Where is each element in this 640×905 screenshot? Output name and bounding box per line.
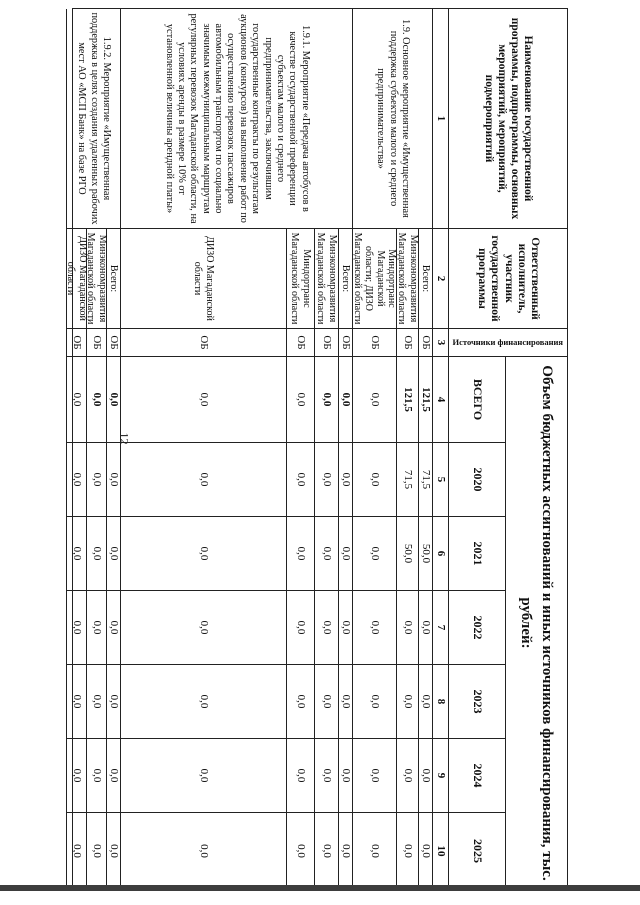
budget-table-sheet (65, 8, 568, 888)
row-executor: Минэкономразвития Магаданской области (86, 229, 106, 329)
row-value-2024: 0,0 (352, 739, 396, 813)
column-number: 10 (435, 845, 448, 857)
row-executor: ДИЗО Магаданской области (66, 229, 86, 329)
row-source: ОБ (86, 329, 106, 357)
row-value-2022: 0,0 (66, 591, 86, 665)
row-value-2021: 0,0 (352, 517, 396, 591)
row-value-2023: 0,0 (106, 665, 120, 739)
row-value-2024: 0,0 (338, 739, 352, 813)
row-executor: Миндортранс Магаданской области (286, 229, 314, 329)
row-value-2025: 0,0 (338, 813, 352, 889)
row-value-2021: 0,0 (106, 517, 120, 591)
header-source-column (449, 329, 567, 357)
row-value-2022: 0,0 (352, 591, 396, 665)
row-value-2022: 0,0 (418, 591, 432, 665)
header-year-2024: 2024 (449, 739, 505, 813)
row-total: 121,5 (418, 357, 432, 443)
column-number: 1 (433, 9, 449, 229)
row-value-2021: 0,0 (66, 517, 86, 591)
column-number: 7 (433, 591, 449, 665)
row-total: 0,0 (86, 357, 106, 443)
header-year-2020: 2020 (449, 443, 505, 517)
row-value-2021: 0,0 (338, 517, 352, 591)
row-value-2024: 0,0 (396, 739, 418, 813)
row-value-2020: 0,0 (314, 443, 338, 517)
row-value-2020: 0,0 (86, 443, 106, 517)
row-value-2020: 0,0 (120, 443, 286, 517)
row-executor: Минэкономразвития Магаданской области (314, 229, 338, 329)
row-value-2022: 0,0 (314, 591, 338, 665)
section-name: 1.9.1. Мероприятие «Передача автобусов в качестве государственной преференции субъектам малого и среднего предпринимательства, заключившим государственные контракты по результатам аукционов (конкурсов) на выполнение работ по осуществлению перевозок пассажиров автомобильным транспортом по социально значимым межмуниципальным маршрутам регулярных перевозок Магаданской области, на условиях аренды в размере 10% от установленной величины арендной платы» (120, 9, 352, 229)
row-value-2022: 0,0 (120, 591, 286, 665)
row-total: 0,0 (314, 357, 338, 443)
column-number: 2 (433, 229, 449, 329)
header-executor-column: Ответственный исполнитель, участник государственной программы (449, 229, 567, 329)
row-value-2021: 0,0 (286, 517, 314, 591)
header-year-2023: 2023 (449, 665, 505, 739)
row-value-2024: 0,0 (418, 739, 432, 813)
row-total: 0,0 (66, 357, 86, 443)
row-value-2022: 0,0 (86, 591, 106, 665)
page-number: 12 (117, 432, 132, 445)
row-total: 0,0 (120, 357, 286, 443)
row-value-2025: 0,0 (352, 813, 396, 889)
row-source: ОБ (66, 329, 86, 357)
row-source: ОБ (314, 329, 338, 357)
row-executor: Минэкономразвития Магаданской области (396, 229, 418, 329)
row-value-2025: 0,0 (106, 813, 120, 889)
row-value-2020: 0,0 (106, 443, 120, 517)
table-body (65, 9, 432, 887)
row-value-2023: 0,0 (66, 665, 86, 739)
row-total: 0,0 (286, 357, 314, 443)
row-executor: Всего: (106, 229, 120, 329)
row-value-2020: 0,0 (338, 443, 352, 517)
row-source: ОБ (120, 329, 286, 357)
header-year-2022: 2022 (449, 591, 505, 665)
row-value-2022: 0,0 (396, 591, 418, 665)
row-value-2021: 0,0 (120, 517, 286, 591)
row-value-2022: 0,0 (338, 591, 352, 665)
row-total: 0,0 (338, 357, 352, 443)
row-source: ОБ (352, 329, 396, 357)
row-value-2022: 0,0 (106, 591, 120, 665)
row-value-2021: 0,0 (314, 517, 338, 591)
row-source: ОБ (418, 329, 432, 357)
row-value-2021: 0,0 (86, 517, 106, 591)
section-name: 1.9.2. Мероприятие «Имущественная поддержка в целях создания удаленных рабочих мест АО «МСП Банк» на базе РГО (66, 9, 120, 229)
row-value-2024: 0,0 (286, 739, 314, 813)
row-source: ОБ (396, 329, 418, 357)
header-source-label: Источники финансирования (452, 336, 564, 347)
row-value-2025: 0,0 (86, 813, 106, 889)
column-number: 6 (433, 517, 449, 591)
row-value-2023: 0,0 (286, 665, 314, 739)
column-numbers-row (432, 9, 449, 887)
column-number: 3 (433, 329, 449, 357)
row-executor: Миндортранс Магаданской области; ДИЗО Магаданской области (352, 229, 396, 329)
header-name-column: Наименование государственной программы, подпрограммы, основных мероприятий, мероприятий, подмероприятий (449, 9, 567, 229)
row-value-2022: 0,0 (286, 591, 314, 665)
row-source: ОБ (338, 329, 352, 357)
table-header (448, 9, 567, 887)
row-value-2023: 0,0 (396, 665, 418, 739)
row-value-2025: 0,0 (314, 813, 338, 889)
row-value-2023: 0,0 (418, 665, 432, 739)
section-name: 1.9. Основное мероприятие «Имущественная поддержка субъектов малого и среднего предпринимательства» (352, 9, 432, 229)
row-value-2021: 50,0 (418, 517, 432, 591)
header-total: ВСЕГО (449, 357, 505, 443)
row-value-2025: 0,0 (396, 813, 418, 889)
column-number: 4 (433, 357, 449, 443)
row-value-2025: 0,0 (120, 813, 286, 889)
row-total: 0,0 (352, 357, 396, 443)
row-value-2023: 0,0 (120, 665, 286, 739)
row-value-2023: 0,0 (86, 665, 106, 739)
row-source: ОБ (106, 329, 120, 357)
row-value-2020: 71,5 (418, 443, 432, 517)
row-value-2020: 0,0 (352, 443, 396, 517)
row-executor: Всего: (418, 229, 432, 329)
page-bottom-border (0, 885, 640, 891)
row-value-2024: 0,0 (120, 739, 286, 813)
row-executor: Всего: (338, 229, 352, 329)
column-number: 8 (433, 665, 449, 739)
row-value-2025: 0,0 (286, 813, 314, 889)
row-value-2025: 0,0 (418, 813, 432, 889)
row-value-2023: 0,0 (352, 665, 396, 739)
header-year-2025: 2025 (470, 839, 485, 863)
row-value-2020: 71,5 (396, 443, 418, 517)
header-year-2021: 2021 (449, 517, 505, 591)
row-value-2024: 0,0 (106, 739, 120, 813)
row-value-2021: 50,0 (396, 517, 418, 591)
row-value-2023: 0,0 (338, 665, 352, 739)
row-total: 0,0 (106, 357, 120, 443)
budget-table (65, 8, 568, 888)
column-number: 9 (433, 739, 449, 813)
row-source: ОБ (286, 329, 314, 357)
row-executor: ДИЗО Магаданской области (120, 229, 286, 329)
row-total: 121,5 (396, 357, 418, 443)
row-value-2024: 0,0 (66, 739, 86, 813)
row-value-2023: 0,0 (314, 665, 338, 739)
row-value-2020: 0,0 (66, 443, 86, 517)
row-value-2025: 0,0 (66, 813, 86, 889)
row-value-2024: 0,0 (86, 739, 106, 813)
row-value-2024: 0,0 (314, 739, 338, 813)
row-value-2020: 0,0 (286, 443, 314, 517)
header-budget-title: Объем бюджетных ассигнований и иных источников финансирования, тыс. рублей: (505, 357, 567, 889)
column-number: 5 (433, 443, 449, 517)
